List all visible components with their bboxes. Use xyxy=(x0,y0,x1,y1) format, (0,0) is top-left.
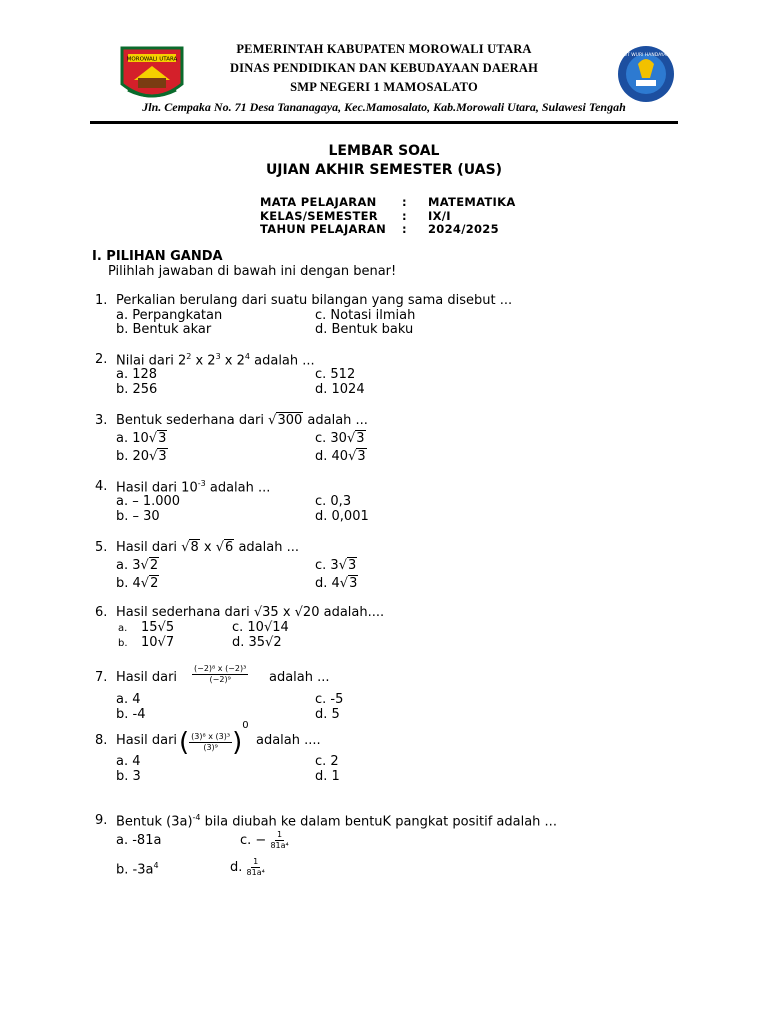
option-b: b. 3 xyxy=(116,769,141,784)
fraction: ( $\frac{\text{(3)⁸ x (3)³}}{\text{(3)⁹}}$ )$^0$ xyxy=(179,720,249,758)
question-number: 1. xyxy=(95,293,108,308)
option-c: c. − $\frac{1}{\text{81a⁴}}$ xyxy=(240,830,289,850)
svg-text:TUT WURI HANDAYANI: TUT WURI HANDAYANI xyxy=(621,53,671,58)
svg-text:MOROWALI UTARA: MOROWALI UTARA xyxy=(126,56,178,63)
question-text: Bentuk sederhana dari √300 adalah ... xyxy=(116,413,368,428)
option-a: a. 10√3 xyxy=(116,431,167,446)
option-b: b. $-3a^4$ xyxy=(116,861,159,878)
question-number: 6. xyxy=(95,605,108,620)
option-b: b. -4 xyxy=(116,707,146,722)
option-b: b. Bentuk akar xyxy=(116,322,212,337)
option-c: c. 0,3 xyxy=(315,494,352,509)
question-number: 2. xyxy=(95,352,108,367)
question-text-post: adalah .... xyxy=(256,733,321,748)
option-b: b. 4√2 xyxy=(116,576,159,591)
meta-sep: : xyxy=(402,195,407,209)
meta-value: 2024/2025 xyxy=(428,222,499,236)
option-a: a. – 1.000 xyxy=(116,494,181,509)
option-d: d. 4√3 xyxy=(315,576,358,591)
option-a: a. 128 xyxy=(116,367,158,382)
option-c: c. -5 xyxy=(315,692,344,707)
question-text: Hasil sederhana dari √35 x √20 adalah.... xyxy=(116,605,385,620)
meta-row xyxy=(260,209,451,223)
option-d: d. 5 xyxy=(315,707,340,722)
question-text: Nilai dari $2^2$ x $2^3$ x $2^4$ adalah ... xyxy=(116,352,315,369)
doc-subtitle: UJIAN AKHIR SEMESTER (UAS) xyxy=(265,162,503,178)
option-d: d. 1024 xyxy=(315,382,365,397)
header-government: PEMERINTAH KABUPATEN MOROWALI UTARA xyxy=(236,42,532,56)
option-d: d. Bentuk baku xyxy=(315,322,414,337)
meta-value: MATEMATIKA xyxy=(428,195,516,209)
option-d: d. 0,001 xyxy=(315,509,369,524)
option-a: a. -81a xyxy=(116,833,162,848)
doc-title: LEMBAR SOAL xyxy=(328,143,440,159)
question-text: Hasil dari $10^{-3}$ adalah ... xyxy=(116,479,271,496)
option-d: d. 35√2 xyxy=(232,635,282,650)
meta-key: KELAS/SEMESTER xyxy=(260,209,378,223)
question-text: Hasil dari √8 x √6 adalah ... xyxy=(116,540,299,555)
question-number: 4. xyxy=(95,479,108,494)
question-text: Perkalian berulang dari suatu bilangan yang sama disebut ... xyxy=(116,293,513,308)
option-c: c. Notasi ilmiah xyxy=(315,308,416,323)
option-a: a. Perpangkatan xyxy=(116,308,223,323)
option-b: 10√7 xyxy=(141,635,175,650)
sqrt-icon: √300 xyxy=(268,413,303,428)
fraction: $\frac{\text{(−2)⁸ x (−2)³}}{\text{(−2)⁹}}$ xyxy=(194,664,247,684)
option-b: b. – 30 xyxy=(116,509,160,524)
option-d: d. 1 xyxy=(315,769,340,784)
question-number: 5. xyxy=(95,540,108,555)
option-c: c. 2 xyxy=(315,754,339,769)
meta-key: TAHUN PELAJARAN xyxy=(260,222,387,236)
header-school: SMP NEGERI 1 MAMOSALATO xyxy=(290,80,478,94)
question-text: Bentuk $(3a)^{-4}$ bila diubah ke dalam bentuK pangkat positif adalah ... xyxy=(116,813,557,830)
meta-value: IX/I xyxy=(428,209,451,223)
option-b: b. 20√3 xyxy=(116,449,167,464)
header-divider xyxy=(90,121,678,124)
question-text-pre: Hasil dari xyxy=(116,670,178,685)
option-d: d. $\frac{1}{\text{81a⁴}}$ xyxy=(230,857,265,877)
header-department: DINAS PENDIDIKAN DAN KEBUDAYAAN DAERAH xyxy=(229,61,539,75)
section-heading: I. PILIHAN GANDA xyxy=(92,249,223,264)
question-text-pre: Hasil dari xyxy=(116,733,178,748)
meta-row xyxy=(260,222,499,236)
option-a: a. 4 xyxy=(116,692,141,707)
header-address: Jln. Cempaka No. 71 Desa Tananagaya, Kec.Mamosalato, Kab.Morowali Utara, Sulawesi Tengah xyxy=(142,100,626,114)
option-d: d. 40√3 xyxy=(315,449,366,464)
option-a-label: a. xyxy=(118,623,128,634)
question-text-post: adalah ... xyxy=(269,670,330,685)
option-c: c. 10√14 xyxy=(232,620,289,635)
option-a: a. 4 xyxy=(116,754,141,769)
option-b: b. 256 xyxy=(116,382,158,397)
option-c: c. 512 xyxy=(315,367,356,382)
option-a: a. 3√2 xyxy=(116,558,159,573)
option-b-label: b. xyxy=(118,638,128,649)
question-number: 3. xyxy=(95,413,108,428)
meta-sep: : xyxy=(402,209,407,223)
option-a: 15√5 xyxy=(141,620,175,635)
question-number: 8. xyxy=(95,733,108,748)
question-number: 7. xyxy=(95,670,108,685)
question-number: 9. xyxy=(95,813,108,828)
option-c: c. 30√3 xyxy=(315,431,365,446)
option-c: c. 3√3 xyxy=(315,558,357,573)
meta-sep: : xyxy=(402,222,407,236)
section-instruction: Pilihlah jawaban di bawah ini dengan benar! xyxy=(108,264,397,279)
meta-key: MATA PELAJARAN xyxy=(260,195,377,209)
meta-row xyxy=(260,195,516,209)
